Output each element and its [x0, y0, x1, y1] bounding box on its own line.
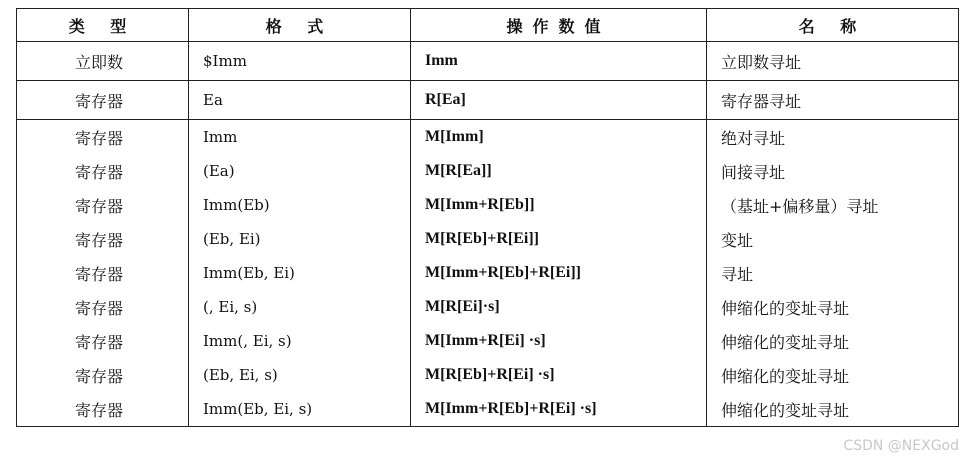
table-row: [17, 120, 959, 155]
table-row: [17, 81, 959, 120]
cell-name: 间接寻址: [707, 154, 959, 188]
cell-format: $Imm: [189, 42, 411, 81]
header-name: 名 称: [707, 9, 959, 42]
cell-format: (Eb, Ei): [189, 222, 411, 256]
table-row: [17, 324, 959, 358]
cell-type: 寄存器: [17, 256, 189, 290]
cell-type: 寄存器: [17, 81, 189, 120]
cell-format: Imm: [189, 120, 411, 155]
cell-operand: M[R[Eb]+R[Ei] ·s]: [411, 358, 707, 392]
cell-operand: Imm: [411, 42, 707, 81]
cell-type: 寄存器: [17, 188, 189, 222]
table-row: [17, 358, 959, 392]
cell-format: Imm(Eb, Ei, s): [189, 392, 411, 427]
cell-operand: M[Imm+R[Eb]]: [411, 188, 707, 222]
cell-operand: M[Imm+R[Ei] ·s]: [411, 324, 707, 358]
cell-format: (, Ei, s): [189, 290, 411, 324]
table-row: [17, 256, 959, 290]
addressing-modes-table: [16, 8, 959, 427]
cell-operand: R[Ea]: [411, 81, 707, 120]
cell-format: Imm(Eb, Ei): [189, 256, 411, 290]
watermark: CSDN @NEXGod: [843, 438, 959, 454]
cell-format: (Eb, Ei, s): [189, 358, 411, 392]
cell-operand: M[Imm]: [411, 120, 707, 155]
cell-name: 寄存器寻址: [707, 81, 959, 120]
cell-operand: M[Imm+R[Eb]+R[Ei]]: [411, 256, 707, 290]
header-format: 格 式: [189, 9, 411, 42]
cell-operand: M[R[Eb]+R[Ei]]: [411, 222, 707, 256]
cell-name: 变址: [707, 222, 959, 256]
cell-operand: M[R[Ei]·s]: [411, 290, 707, 324]
cell-type: 寄存器: [17, 392, 189, 427]
cell-type: 寄存器: [17, 290, 189, 324]
cell-type: 寄存器: [17, 324, 189, 358]
table-row: [17, 222, 959, 256]
cell-name: 寻址: [707, 256, 959, 290]
cell-name: 绝对寻址: [707, 120, 959, 155]
cell-format: Ea: [189, 81, 411, 120]
cell-name: 立即数寻址: [707, 42, 959, 81]
cell-type: 寄存器: [17, 120, 189, 155]
table-row: [17, 188, 959, 222]
table-row: [17, 154, 959, 188]
cell-name: 伸缩化的变址寻址: [707, 290, 959, 324]
header-type: 类 型: [17, 9, 189, 42]
cell-name: （基址+偏移量）寻址: [707, 188, 959, 222]
cell-format: (Ea): [189, 154, 411, 188]
table-row: [17, 392, 959, 427]
table-row: [17, 290, 959, 324]
table-row: [17, 42, 959, 81]
header-operand: 操作数值: [411, 9, 707, 42]
cell-operand: M[Imm+R[Eb]+R[Ei] ·s]: [411, 392, 707, 427]
header-row: [17, 9, 959, 42]
cell-name: 伸缩化的变址寻址: [707, 392, 959, 427]
cell-type: 寄存器: [17, 222, 189, 256]
cell-type: 寄存器: [17, 154, 189, 188]
cell-type: 立即数: [17, 42, 189, 81]
cell-operand: M[R[Ea]]: [411, 154, 707, 188]
cell-type: 寄存器: [17, 358, 189, 392]
cell-format: Imm(Eb): [189, 188, 411, 222]
cell-name: 伸缩化的变址寻址: [707, 324, 959, 358]
cell-format: Imm(, Ei, s): [189, 324, 411, 358]
cell-name: 伸缩化的变址寻址: [707, 358, 959, 392]
